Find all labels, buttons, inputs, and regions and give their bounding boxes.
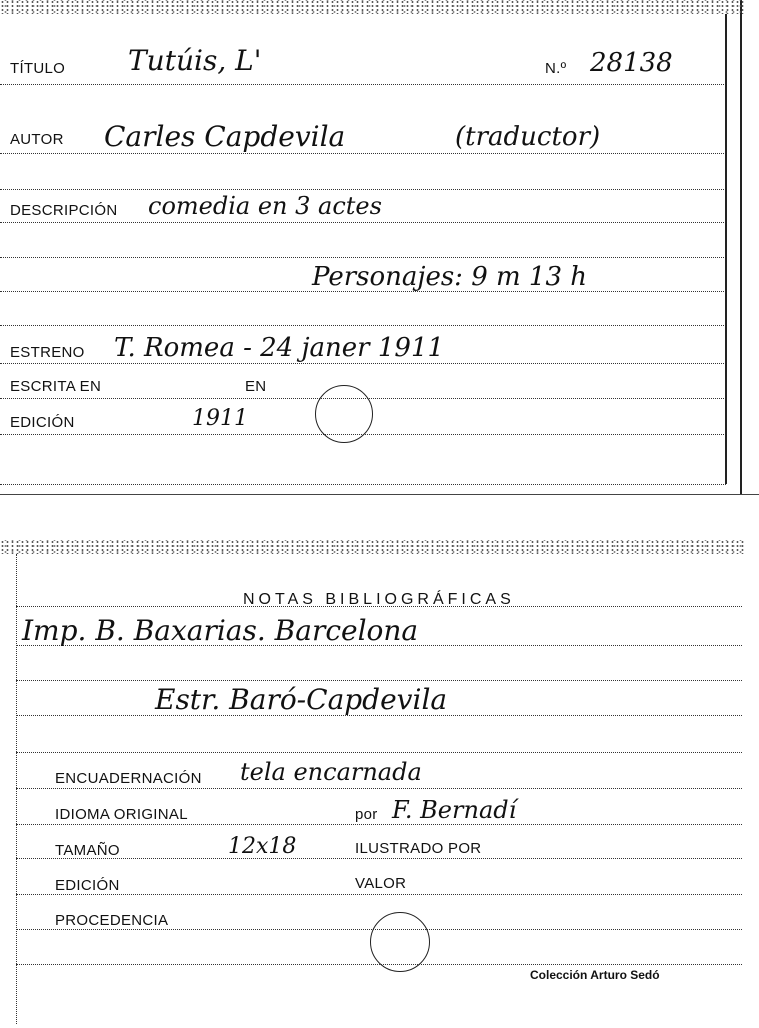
estreno-label: ESTRENO xyxy=(10,344,85,361)
rule-n4 xyxy=(16,752,742,753)
rule-edicion-b xyxy=(16,894,742,895)
notas-line-1: Imp. B. Baxarias. Barcelona xyxy=(22,614,419,647)
rule-notas xyxy=(16,606,742,607)
por-label: por xyxy=(355,806,378,823)
encuadernacion-label: ENCUADERNACIÓN xyxy=(55,770,202,787)
autor-label: AUTOR xyxy=(10,131,64,148)
rule-autor xyxy=(0,153,726,154)
por-value: F. Bernadí xyxy=(392,796,517,824)
titulo-value: Tutúis, L' xyxy=(128,44,262,77)
punch-hole-top xyxy=(315,385,373,443)
rule-descripcion xyxy=(0,222,726,223)
rule-encuadernacion xyxy=(16,788,742,789)
descripcion-label: DESCRIPCIÓN xyxy=(10,202,118,219)
descripcion-value: comedia en 3 actes xyxy=(148,192,382,220)
escrita-label: ESCRITA EN xyxy=(10,378,102,395)
card-separator xyxy=(0,494,759,495)
tamano-value: 12x18 xyxy=(228,834,297,859)
valor-label: VALOR xyxy=(355,875,407,892)
catalog-card-top xyxy=(0,0,742,494)
estreno-value: T. Romea - 24 janer 1911 xyxy=(114,333,445,363)
rule-blank-2 xyxy=(0,257,726,258)
collection-credit: Colección Arturo Sedó xyxy=(530,968,660,982)
procedencia-label: PROCEDENCIA xyxy=(55,912,169,929)
card-bottom-left-edge xyxy=(16,554,17,1024)
card-bottom-edge xyxy=(0,540,745,554)
en-label: EN xyxy=(245,378,267,395)
encuadernacion-value: tela encarnada xyxy=(240,758,422,786)
rule-tamano xyxy=(16,858,742,859)
numero-value: 28138 xyxy=(590,48,673,78)
catalog-card-bottom xyxy=(0,540,745,1028)
card-top-right-edge xyxy=(725,14,727,484)
numero-label: N.º xyxy=(545,60,567,77)
card-top-edge xyxy=(0,0,745,14)
notas-line-2: Estr. Baró-Capdevila xyxy=(155,683,448,716)
autor-value: Carles Capdevila xyxy=(104,120,346,153)
rule-bottom xyxy=(0,484,726,485)
tamano-label: TAMAÑO xyxy=(55,842,120,859)
titulo-label: TÍTULO xyxy=(10,60,66,77)
notas-heading: NOTAS BIBLIOGRÁFICAS xyxy=(243,591,515,608)
edicion-value: 1911 xyxy=(192,406,248,431)
edicion-label: EDICIÓN xyxy=(10,414,75,431)
edicion-b-label: EDICIÓN xyxy=(55,877,120,894)
personajes-value: Personajes: 9 m 13 h xyxy=(312,262,588,292)
ilustrado-label: ILUSTRADO POR xyxy=(355,840,482,857)
autor-note: (traductor) xyxy=(455,122,601,152)
rule-estreno xyxy=(0,363,726,364)
rule-n2 xyxy=(16,680,742,681)
rule-blank-1 xyxy=(0,189,726,190)
rule-blank-3 xyxy=(0,325,726,326)
punch-hole-bottom xyxy=(370,912,430,972)
idioma-label: IDIOMA ORIGINAL xyxy=(55,806,188,823)
rule-titulo xyxy=(0,84,726,85)
rule-idioma xyxy=(16,824,742,825)
